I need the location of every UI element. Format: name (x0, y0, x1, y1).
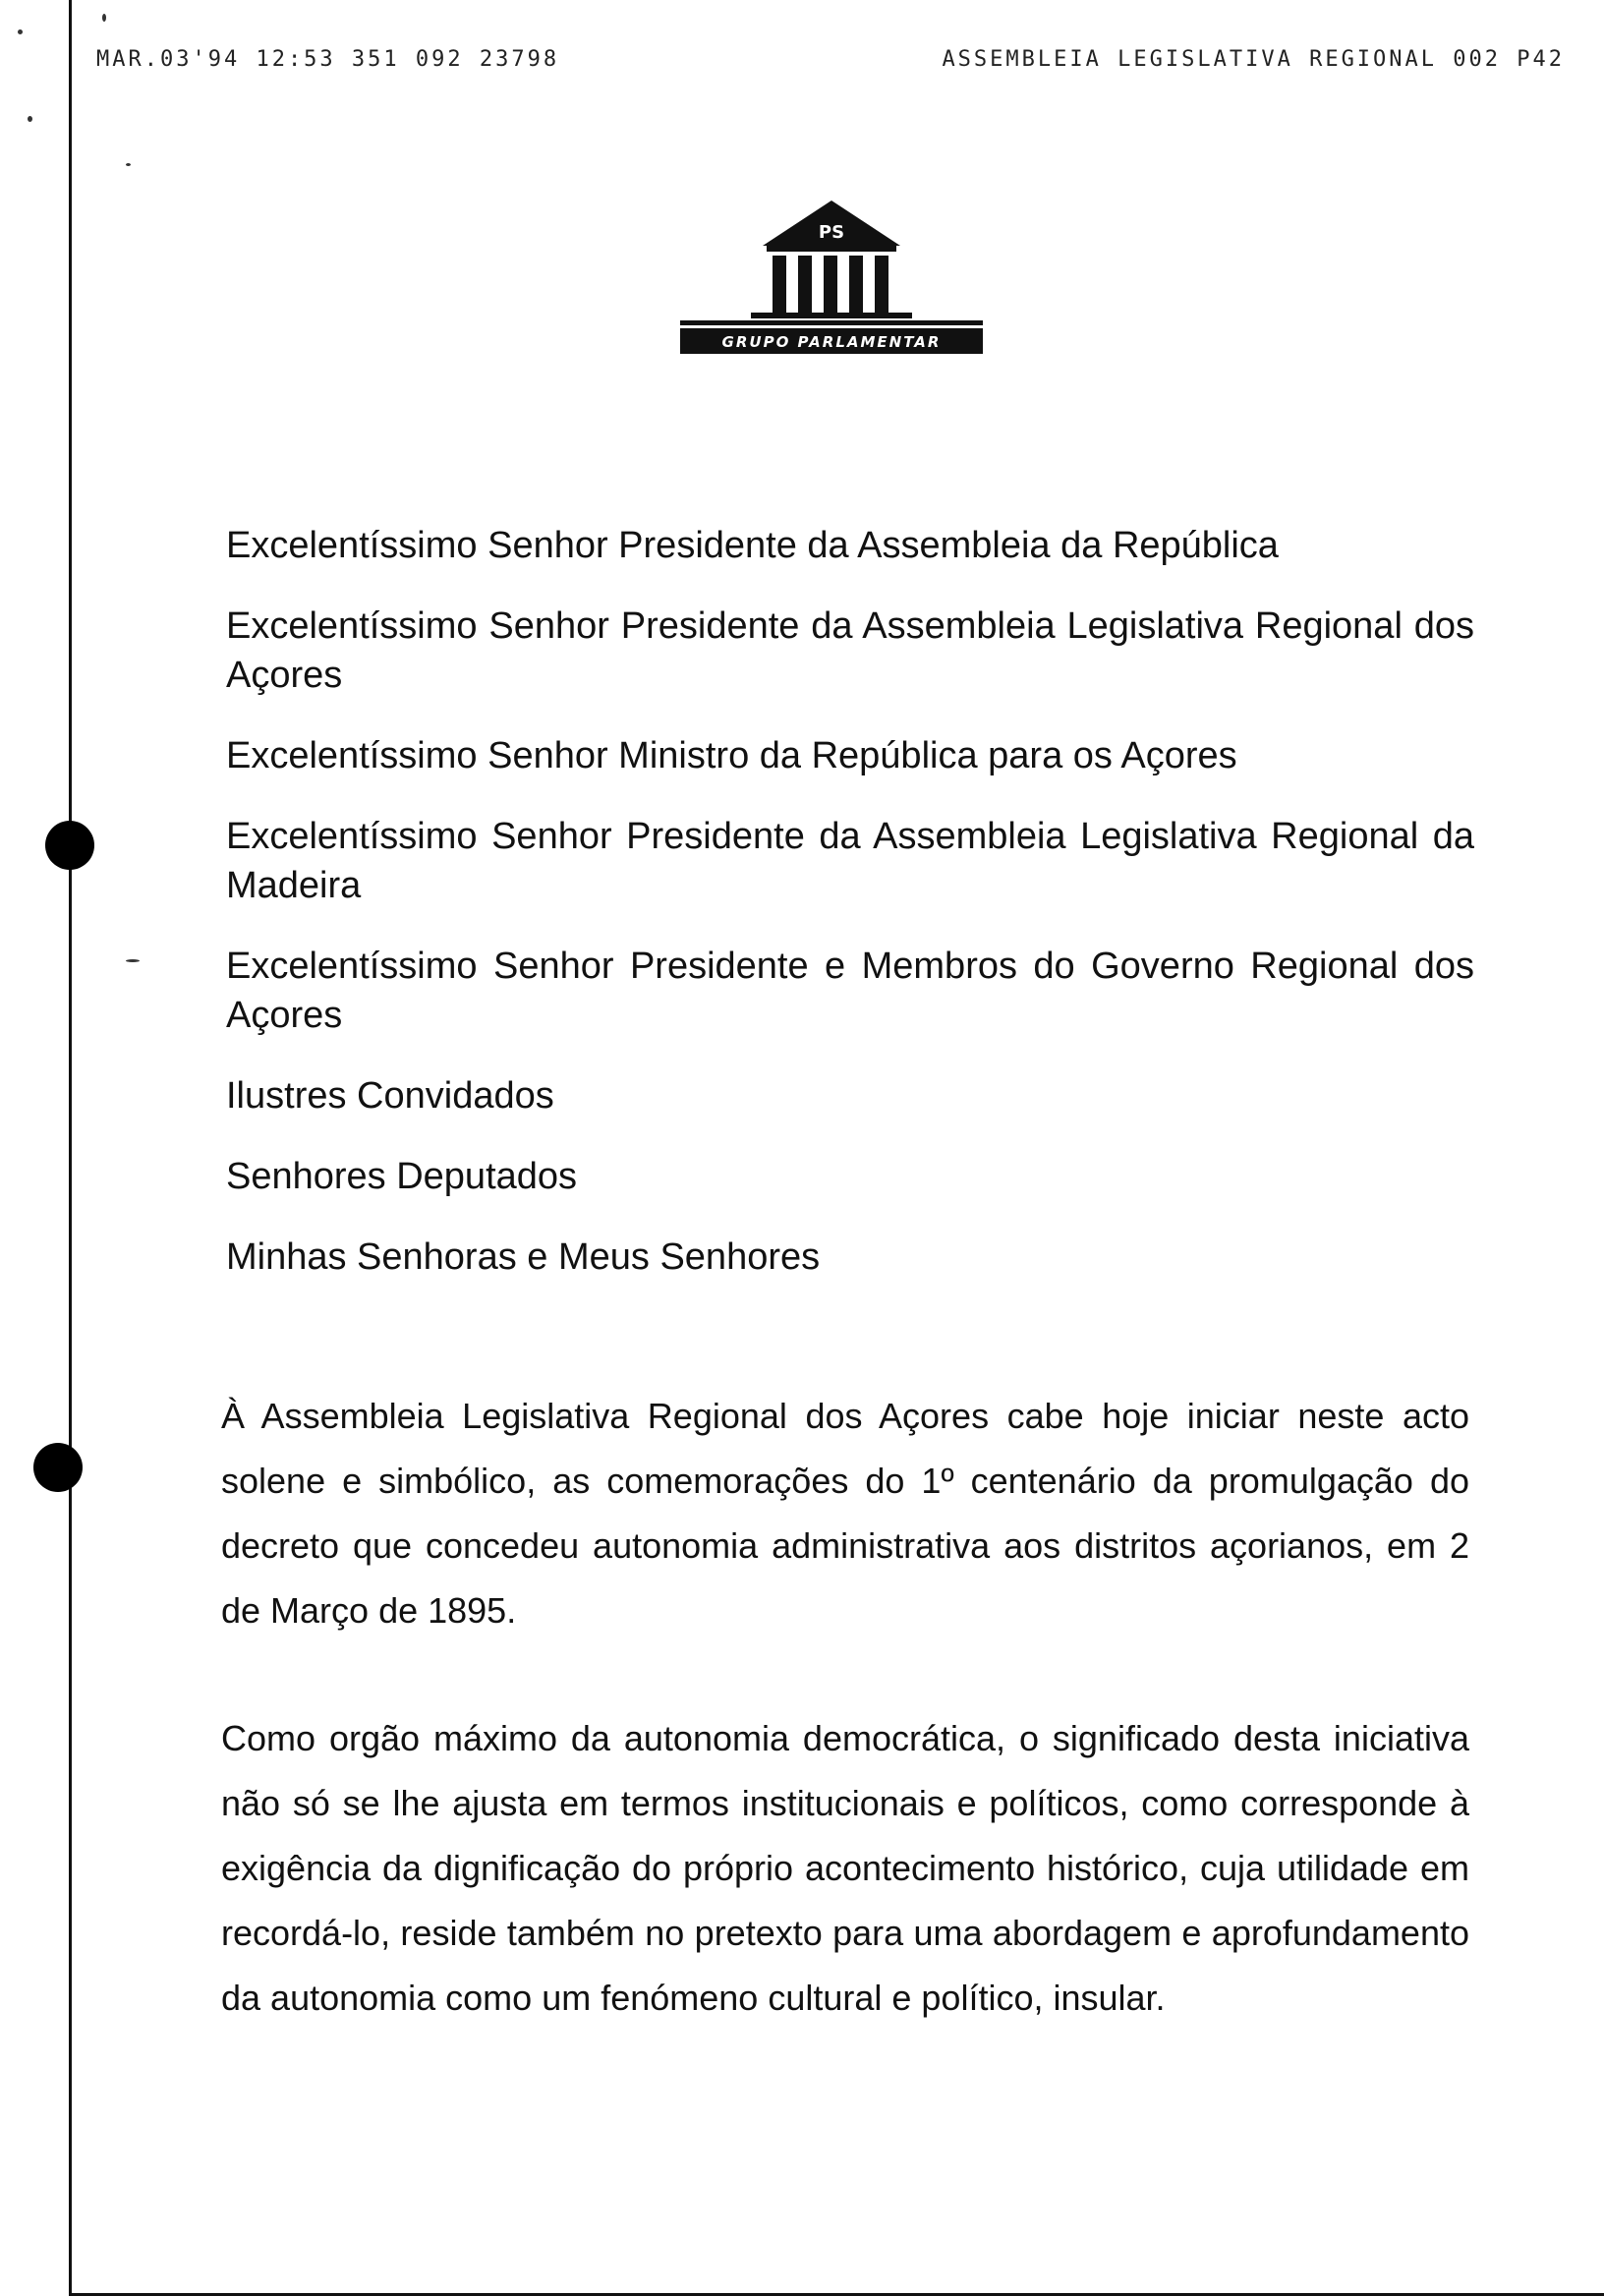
scan-speck (28, 116, 32, 122)
salutation-line: Ilustres Convidados (226, 1075, 554, 1117)
scan-speck (126, 163, 131, 166)
scan-speck (18, 29, 23, 34)
salutation-list (226, 521, 1474, 1313)
scan-speck (126, 959, 140, 962)
page-left-edge (69, 0, 72, 2296)
salutation-line: Excelentíssimo Senhor Presidente da Assembleia Legislativa Regional dos Açores (226, 605, 1474, 696)
salutation-line: Excelentíssimo Senhor Presidente da Assembleia da República (226, 525, 1279, 566)
ps-parliamentary-group-logo (676, 197, 987, 364)
parliament-building-icon (676, 197, 987, 364)
salutation-line: Excelentíssimo Senhor Ministro da República para os Açores (226, 735, 1237, 776)
salutation-line: Excelentíssimo Senhor Presidente e Membros do Governo Regional dos Açores (226, 946, 1474, 1036)
body-paragraph: À Assembleia Legislativa Regional dos Açores cabe hoje iniciar neste acto solene e simbólico, as comemorações do 1º centenário da promulgação do decreto que concedeu autonomia administrativa aos distritos açorianos, em 2 de Março de 1895. (221, 1396, 1469, 1631)
punch-hole (33, 1443, 83, 1492)
salutation-line: Excelentíssimo Senhor Presidente da Assembleia Legislativa Regional da Madeira (226, 816, 1474, 906)
logo-roof-text: PS (818, 222, 845, 243)
salutation-line: Minhas Senhoras e Meus Senhores (226, 1236, 821, 1278)
body-paragraph: Como orgão máximo da autonomia democrática, o significado desta iniciativa não só se lhe ajusta em termos institucionais e políticos, como corresponde à exigência da dignificação do próprio acontecimento histórico, cuja utilidade em recordá-lo, reside também no pretexto para uma abordagem e aprofundamento da autonomia como um fenómeno cultural e político, insular. (221, 1718, 1469, 2018)
logo-banner-text: GRUPO PARLAMENTAR (721, 333, 942, 351)
scan-speck (102, 14, 106, 22)
salutation-line: Senhores Deputados (226, 1156, 578, 1197)
fax-header (96, 47, 1565, 86)
fax-header-left: MAR.03'94 12:53 351 092 23798 (96, 47, 560, 72)
punch-hole (45, 821, 94, 870)
fax-header-right: ASSEMBLEIA LEGISLATIVA REGIONAL 002 P42 (942, 47, 1565, 72)
